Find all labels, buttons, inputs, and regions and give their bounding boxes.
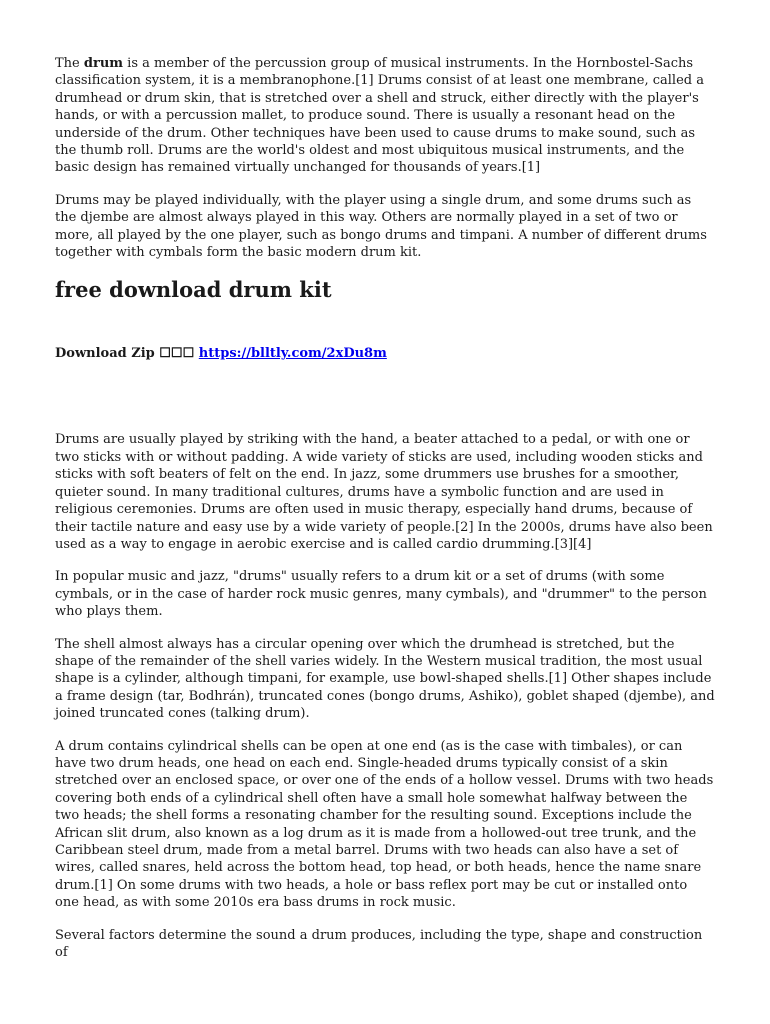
intro-paragraph-2: Drums may be played individually, with the player using a single drum, and some drums such as the djembe are almost always played in this way. Others are normally played in a set of two or more, all played by the one player, such as bongo drums and timpani. A number of different drums together with cymbals form the basic modern drum kit.: [55, 192, 707, 261]
download-line: [55, 346, 715, 361]
page-heading: free download drum kit: [55, 277, 332, 303]
article-body: [55, 55, 715, 976]
intro-text-rest: is a member of the percussion group of musical instruments. In the Hornbostel-Sachs classification system, it is a membranophone.[1] Drums consist of at least one membrane, called a drumhead or drum skin, that is stretched over a shell and struck, either directly with the player's hands, or with a percussion mallet, to produce sound. There is usually a resonant head on the underside of the drum. Other techniques have been used to cause drums to make sound, such as the thumb roll. Drums are the world's oldest and most ubiquitous musical instruments, and the basic design has remained virtually unchanged for thousands of years.[1]: [55, 56, 704, 176]
blank-space: [55, 361, 715, 431]
body-paragraph: The shell almost always has a circular opening over which the drumhead is stretched, but the shape of the remainder of the shell varies widely. In the Western musical tradition, the most usual shape is a cylinder, although timpani, for example, use bowl-shaped shells.[1] Other shapes include a frame design (tar, Bodhrán), truncated cones (bongo drums, Ashiko), goblet shaped (djembe), and joined truncated cones (talking drum).: [55, 636, 715, 722]
body-paragraph: A drum contains cylindrical shells can be open at one end (as is the case with timbales), or can have two drum heads, one head on each end. Single-headed drums typically consist of a skin stretched over an enclosed space, or over one of the ends of a hollow vessel. Drums with two heads covering both ends of a cylindrical shell often have a small hole somewhat halfway between the two heads; the shell forms a resonating chamber for the resulting sound. Exceptions include the African slit drum, also known as a log drum as it is made from a hollowed-out tree trunk, and the Caribbean steel drum, made from a metal barrel. Drums with two heads can also have a set of wires, called snares, held across the bottom head, top head, or both heads, hence the name snare drum.[1] On some drums with two heads, a hole or bass reflex port may be cut or installed onto one head, as with some 2010s era bass drums in rock music.: [55, 738, 714, 911]
body-paragraph: Drums are usually played by striking with the hand, a beater attached to a pedal, or with one or two sticks with or without padding. A wide variety of sticks are used, including wooden sticks and sticks with soft beaters of felt on the end. In jazz, some drummers use brushes for a smoother, quieter sound. In many traditional cultures, drums have a symbolic function and are used in religious ceremonies. Drums are often used in music therapy, especially hand drums, because of their tactile nature and easy use by a wide variety of people.[2] In the 2000s, drums have also been used as a way to engage in aerobic exercise and is called cardio drumming.[3][4]: [55, 432, 713, 552]
intro-paragraph: [55, 55, 715, 177]
download-link[interactable]: https://blltly.com/2xDu8m: [198, 346, 387, 362]
body-paragraph: Several factors determine the sound a drum produces, including the type, shape and construction of: [55, 927, 703, 961]
intro-text-start: The: [55, 56, 84, 71]
drum-bold-term: drum: [83, 56, 124, 71]
download-label: Download Zip ☐☐☐: [55, 346, 199, 362]
body-paragraph: In popular music and jazz, "drums" usually refers to a drum kit or a set of drums (with some cymbals, or in the case of harder rock music genres, many cymbals), and "drummer" to the person who plays them.: [55, 569, 707, 620]
